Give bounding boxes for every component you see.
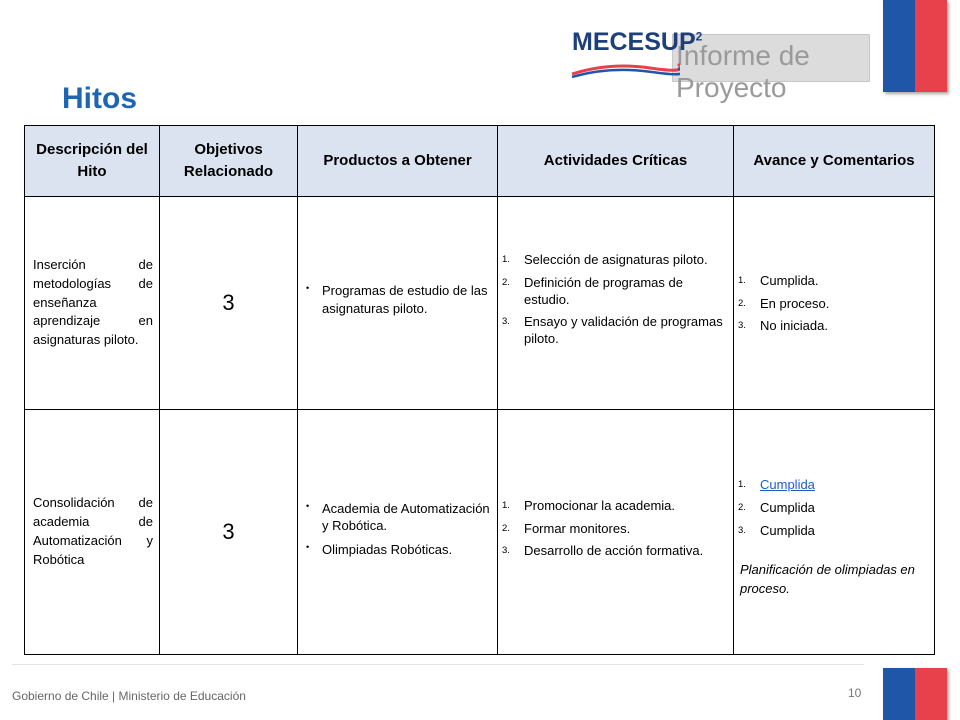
page-number: 10	[848, 686, 862, 700]
milestones-table	[24, 125, 935, 655]
progress-cell	[734, 197, 935, 410]
progress-item: 3. Cumplida	[738, 522, 815, 538]
related-objectives: 3	[160, 197, 298, 410]
progress-link[interactable]: Cumplida	[760, 476, 815, 492]
logo-product-name: Informe de Proyecto	[676, 40, 810, 103]
progress-item: 3. No iniciada.	[738, 318, 828, 334]
product-item: • Academia de Automatización y Robótica.	[322, 500, 491, 535]
progress-list	[734, 477, 934, 540]
related-objectives: 3	[160, 410, 298, 655]
table-header-row	[25, 126, 935, 197]
product-item: • Programas de estudio de las asignaturas piloto.	[322, 282, 491, 317]
footer-divider	[12, 664, 864, 665]
progress-item: 1. Cumplida.	[738, 272, 819, 288]
mecesup-logo	[568, 22, 870, 103]
header-products: Productos a Obtener	[298, 126, 498, 197]
chile-flag-top-decoration	[883, 0, 947, 92]
products-cell	[298, 197, 498, 410]
activities-cell	[498, 197, 734, 410]
header-progress: Avance y Comentarios	[734, 126, 935, 197]
progress-cell	[734, 410, 935, 655]
activity-item: 3. Desarrollo de acción formativa.	[502, 543, 704, 559]
activity-item: 2. Definición de programas de estudio.	[502, 274, 683, 307]
products-cell	[298, 410, 498, 655]
progress-item: 2. Cumplida	[738, 499, 815, 515]
activity-item: 3. Ensayo y validación de programas piloto.	[502, 314, 723, 347]
activity-item: 1. Selección de asignaturas piloto.	[502, 251, 708, 267]
header-objectives: Objetivos Relacionado	[160, 126, 298, 197]
progress-item: 1. Cumplida	[738, 476, 815, 492]
progress-list	[734, 273, 934, 336]
progress-item: 2. En proceso.	[738, 295, 830, 311]
footer-government-label: Gobierno de Chile | Ministerio de Educación	[12, 689, 246, 703]
header-activities: Actividades Críticas	[498, 126, 734, 197]
progress-note: Planificación de olimpiadas en proceso.	[740, 562, 915, 597]
activities-list	[498, 252, 733, 348]
product-item: • Olimpiadas Robóticas.	[322, 541, 491, 559]
products-list	[298, 500, 497, 559]
activities-cell	[498, 410, 734, 655]
milestone-description: Consolidación de academia de Automatización y Robótica	[25, 410, 160, 655]
logo-swoosh-icon	[570, 60, 680, 78]
chile-flag-bottom-decoration	[883, 668, 947, 720]
page-title: Hitos	[62, 82, 137, 115]
activities-list	[498, 498, 733, 561]
products-list	[298, 282, 497, 317]
logo-brand: MECESUP$^2$	[572, 28, 703, 56]
activity-item: 2. Formar monitores.	[502, 520, 631, 536]
table-row	[25, 197, 935, 410]
header-description: Descripción del Hito	[25, 126, 160, 197]
logo-brand-suffix: 2	[695, 29, 703, 44]
table-row	[25, 410, 935, 655]
milestone-description: Inserción de metodologías de enseñanza aprendizaje en asignaturas piloto.	[25, 197, 160, 410]
activity-item: 1. Promocionar la academia.	[502, 497, 676, 513]
